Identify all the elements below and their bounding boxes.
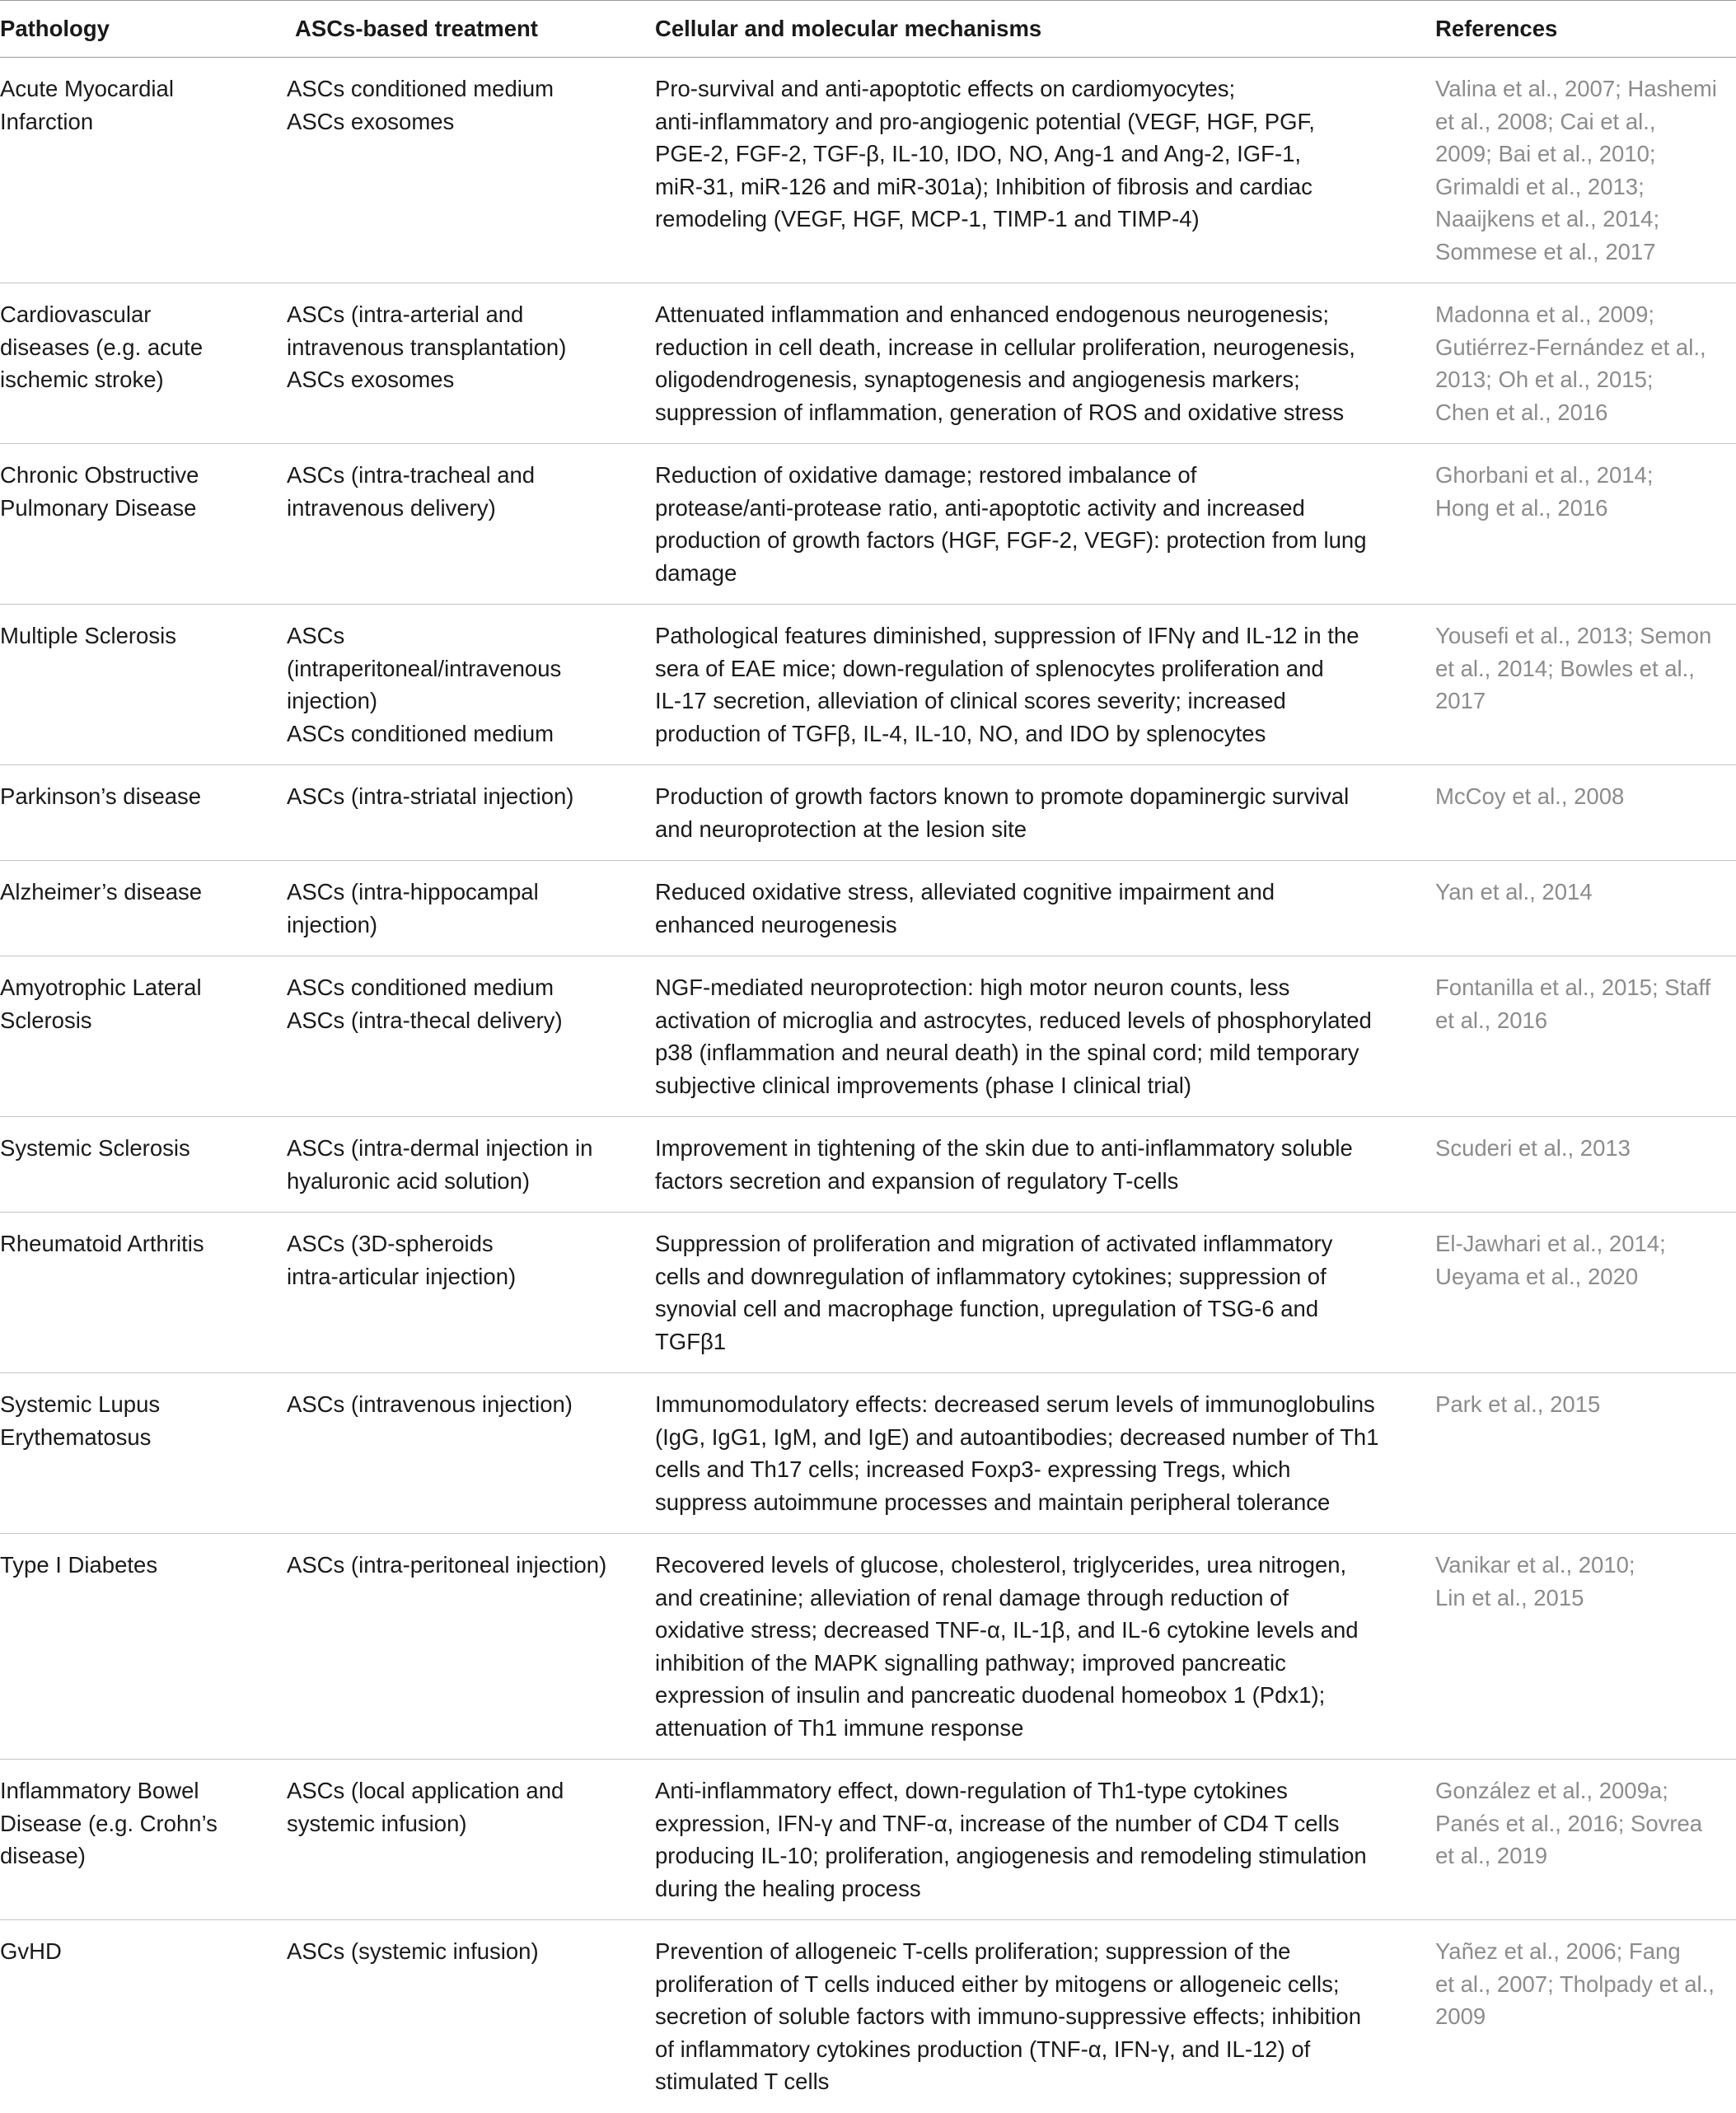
cell-references bbox=[1435, 1534, 1736, 1760]
cell-pathology-line: Rheumatoid Arthritis bbox=[0, 1231, 204, 1256]
cell-mechanisms-line: Pro-survival and anti-apoptotic effects on cardiomyocytes; bbox=[655, 76, 1236, 101]
cell-references-line: et al., 2007; Tholpady et al., bbox=[1435, 1970, 1715, 1997]
cell-mechanisms-line: synovial cell and macrophage function, upregulation of TSG-6 and bbox=[655, 1296, 1319, 1321]
cell-references-line: Yan et al., 2014 bbox=[1435, 879, 1593, 905]
cell-references-line: et al., 2008; Cai et al., bbox=[1435, 108, 1656, 134]
cell-mechanisms-line: remodeling (VEGF, HGF, MCP-1, TIMP-1 and TIMP-4) bbox=[655, 206, 1200, 231]
cell-mechanisms-line: and neuroprotection at the lesion site bbox=[655, 816, 1027, 842]
cell-pathology bbox=[0, 283, 287, 444]
cell-treatment-line: ASCs (intra-arterial and bbox=[287, 302, 524, 327]
cell-treatment-line: intravenous transplantation) bbox=[287, 334, 567, 360]
cell-pathology-line: diseases (e.g. acute bbox=[0, 334, 204, 360]
cell-mechanisms-line: Recovered levels of glucose, cholesterol, triglycerides, urea nitrogen, bbox=[655, 1552, 1347, 1578]
cell-treatment-line: ASCs (intra-striatal injection) bbox=[287, 783, 574, 809]
cell-mechanisms bbox=[655, 283, 1435, 444]
cell-mechanisms-line: miR-31, miR-126 and miR-301a); Inhibition of fibrosis and cardiac bbox=[655, 173, 1313, 199]
table-row bbox=[0, 444, 1736, 605]
header-row bbox=[0, 1, 1736, 58]
cell-treatment-line: ASCs conditioned medium bbox=[287, 975, 554, 1000]
cell-references-line: Sommese et al., 2017 bbox=[1435, 238, 1656, 264]
cell-references-line: Lin et al., 2015 bbox=[1435, 1584, 1584, 1610]
cell-mechanisms-line: enhanced neurogenesis bbox=[655, 911, 897, 937]
cell-mechanisms bbox=[655, 58, 1435, 283]
cell-mechanisms-line: Production of growth factors known to promote dopaminergic survival bbox=[655, 783, 1350, 809]
cell-mechanisms-line: cells and Th17 cells; increased Foxp3- expressing Tregs, which bbox=[655, 1456, 1291, 1482]
cell-mechanisms-line: p38 (inflammation and neural death) in the spinal cord; mild temporary bbox=[655, 1040, 1359, 1065]
cell-references-line: Yañez et al., 2006; Fang bbox=[1435, 1938, 1681, 1964]
cell-mechanisms-line: production of growth factors (HGF, FGF-2, VEGF): protection from lung bbox=[655, 527, 1367, 553]
cell-treatment bbox=[287, 1117, 655, 1213]
cell-pathology-line: Acute Myocardial bbox=[0, 76, 174, 101]
cell-references-line: Hong et al., 2016 bbox=[1435, 494, 1608, 521]
cell-treatment bbox=[287, 283, 655, 444]
cell-references bbox=[1435, 444, 1736, 605]
cell-references bbox=[1435, 861, 1736, 956]
cell-treatment-line: ASCs bbox=[287, 623, 345, 648]
cell-references-line: Chen et al., 2016 bbox=[1435, 399, 1608, 425]
cell-pathology-line: Pulmonary Disease bbox=[0, 494, 197, 521]
table-row bbox=[0, 58, 1736, 283]
cell-mechanisms-line: sera of EAE mice; down-regulation of splenocytes proliferation and bbox=[655, 655, 1324, 681]
cell-mechanisms bbox=[655, 444, 1435, 605]
cell-treatment-line: ASCs (local application and bbox=[287, 1778, 564, 1803]
cell-mechanisms bbox=[655, 1760, 1435, 1920]
cell-mechanisms-line: oxidative stress; decreased TNF-α, IL-1β, and IL-6 cytokine levels and bbox=[655, 1617, 1359, 1643]
cell-pathology-line: Parkinson’s disease bbox=[0, 783, 202, 809]
table-row bbox=[0, 1117, 1736, 1213]
cell-mechanisms-line: NGF-mediated neuroprotection: high motor neuron counts, less bbox=[655, 975, 1290, 1000]
cell-references bbox=[1435, 605, 1736, 765]
cell-references-line: et al., 2016 bbox=[1435, 1007, 1548, 1033]
cell-treatment-line: ASCs (intra-peritoneal injection) bbox=[287, 1552, 607, 1578]
cell-treatment-line: ASCs (intra-thecal delivery) bbox=[287, 1007, 563, 1033]
cell-treatment bbox=[287, 58, 655, 283]
cell-treatment-line: injection) bbox=[287, 911, 378, 937]
cell-pathology-line: Systemic Lupus bbox=[0, 1391, 161, 1417]
cell-references-line: Yousefi et al., 2013; Semon bbox=[1435, 623, 1712, 648]
cell-treatment bbox=[287, 1920, 655, 2113]
cell-mechanisms-line: proliferation of T cells induced either by mitogens or allogeneic cells; bbox=[655, 1970, 1340, 1997]
cell-pathology-line: Infarction bbox=[0, 108, 94, 134]
cell-mechanisms-line: expression, IFN-γ and TNF-α, increase of the number of CD4 T cells bbox=[655, 1810, 1340, 1836]
cell-mechanisms-line: during the healing process bbox=[655, 1875, 921, 1901]
cell-pathology-line: Sclerosis bbox=[0, 1007, 92, 1033]
cell-pathology-line: Disease (e.g. Crohn’s bbox=[0, 1810, 218, 1836]
table-row bbox=[0, 1373, 1736, 1534]
cell-references-line: Gutiérrez-Fernández et al., bbox=[1435, 334, 1706, 360]
cell-mechanisms-line: Attenuated inflammation and enhanced endogenous neurogenesis; bbox=[655, 302, 1329, 327]
cell-mechanisms-line: TGFβ1 bbox=[655, 1328, 727, 1354]
cell-mechanisms-line: oligodendrogenesis, synaptogenesis and angiogenesis markers; bbox=[655, 367, 1300, 392]
cell-mechanisms-line: attenuation of Th1 immune response bbox=[655, 1714, 1024, 1741]
cell-pathology bbox=[0, 861, 287, 956]
cell-references bbox=[1435, 1920, 1736, 2113]
cell-pathology bbox=[0, 1117, 287, 1213]
header-mechanisms: Cellular and molecular mechanisms bbox=[655, 1, 1435, 58]
cell-mechanisms-line: suppress autoimmune processes and maintain peripheral tolerance bbox=[655, 1489, 1331, 1515]
cell-mechanisms-line: Reduction of oxidative damage; restored imbalance of bbox=[655, 462, 1197, 488]
cell-references bbox=[1435, 1117, 1736, 1213]
cell-treatment-line: ASCs (intra-hippocampal bbox=[287, 879, 539, 905]
cell-pathology-line: Type I Diabetes bbox=[0, 1552, 158, 1578]
header-treatment: ASCs-based treatment bbox=[287, 1, 655, 58]
cell-references-line: Ueyama et al., 2020 bbox=[1435, 1263, 1639, 1289]
table-row bbox=[0, 956, 1736, 1117]
cell-mechanisms-line: stimulated T cells bbox=[655, 2069, 830, 2094]
cell-mechanisms bbox=[655, 1213, 1435, 1373]
cell-references bbox=[1435, 58, 1736, 283]
cell-treatment bbox=[287, 1373, 655, 1534]
cell-mechanisms bbox=[655, 765, 1435, 861]
cell-references-line: 2017 bbox=[1435, 688, 1486, 713]
table-body bbox=[0, 58, 1736, 2113]
cell-treatment bbox=[287, 1534, 655, 1760]
cell-treatment-line: ASCs (intravenous injection) bbox=[287, 1391, 573, 1417]
cell-mechanisms-line: Pathological features diminished, suppression of IFNγ and IL-12 in the bbox=[655, 623, 1359, 648]
cell-treatment-line: systemic infusion) bbox=[287, 1810, 467, 1836]
cell-references bbox=[1435, 1760, 1736, 1920]
cell-references bbox=[1435, 765, 1736, 861]
cell-treatment bbox=[287, 605, 655, 765]
cell-mechanisms-line: Anti-inflammatory effect, down-regulation of Th1-type cytokines bbox=[655, 1778, 1288, 1803]
cell-references-line: Ghorbani et al., 2014; bbox=[1435, 462, 1654, 488]
cell-treatment-line: ASCs exosomes bbox=[287, 108, 455, 134]
cell-treatment-line: ASCs (intra-dermal injection in bbox=[287, 1135, 593, 1161]
cell-mechanisms bbox=[655, 1117, 1435, 1213]
cell-references-line: Naaijkens et al., 2014; bbox=[1435, 206, 1660, 231]
cell-pathology bbox=[0, 58, 287, 283]
cell-treatment-line: injection) bbox=[287, 688, 378, 713]
cell-pathology bbox=[0, 605, 287, 765]
cell-references-line: McCoy et al., 2008 bbox=[1435, 783, 1625, 809]
cell-mechanisms-line: Improvement in tightening of the skin due to anti-inflammatory soluble bbox=[655, 1135, 1353, 1161]
cell-references-line: et al., 2014; Bowles et al., bbox=[1435, 655, 1695, 681]
cell-references-line: Fontanilla et al., 2015; Staff bbox=[1435, 975, 1711, 1000]
table-row bbox=[0, 765, 1736, 861]
cell-pathology-line: ischemic stroke) bbox=[0, 367, 164, 392]
cell-mechanisms-line: secretion of soluble factors with immuno-suppressive effects; inhibition bbox=[655, 2003, 1361, 2029]
table-row bbox=[0, 283, 1736, 444]
cell-treatment bbox=[287, 765, 655, 861]
cell-pathology bbox=[0, 1920, 287, 2113]
cell-pathology bbox=[0, 1760, 287, 1920]
cell-pathology-line: Alzheimer’s disease bbox=[0, 879, 203, 905]
cell-references-line: González et al., 2009a; bbox=[1435, 1778, 1668, 1803]
cell-mechanisms-line: subjective clinical improvements (phase I clinical trial) bbox=[655, 1072, 1192, 1098]
cell-pathology bbox=[0, 444, 287, 605]
cell-treatment-line: (intraperitoneal/intravenous bbox=[287, 655, 562, 681]
cell-pathology bbox=[0, 765, 287, 861]
cell-pathology-line: Amyotrophic Lateral bbox=[0, 975, 202, 1000]
cell-mechanisms bbox=[655, 1534, 1435, 1760]
cell-pathology-line: Multiple Sclerosis bbox=[0, 623, 176, 648]
table-row bbox=[0, 1760, 1736, 1920]
cell-treatment-line: hyaluronic acid solution) bbox=[287, 1167, 531, 1194]
cell-treatment bbox=[287, 1760, 655, 1920]
cell-pathology bbox=[0, 1534, 287, 1760]
cell-mechanisms-line: suppression of inflammation, generation of ROS and oxidative stress bbox=[655, 399, 1345, 425]
header-pathology: Pathology bbox=[0, 1, 287, 58]
cell-references-line: El-Jawhari et al., 2014; bbox=[1435, 1231, 1666, 1256]
cell-references-line: Grimaldi et al., 2013; bbox=[1435, 173, 1645, 199]
cell-mechanisms-line: production of TGFβ, IL-4, IL-10, NO, and IDO by splenocytes bbox=[655, 720, 1266, 746]
cell-treatment bbox=[287, 444, 655, 605]
cell-references-line: Scuderi et al., 2013 bbox=[1435, 1135, 1631, 1161]
cell-references bbox=[1435, 956, 1736, 1117]
cell-treatment-line: ASCs conditioned medium bbox=[287, 76, 554, 101]
cell-pathology-line: Erythematosus bbox=[0, 1423, 152, 1450]
cell-mechanisms-line: of inflammatory cytokines production (TNF-α, IFN-γ, and IL-12) of bbox=[655, 2036, 1311, 2062]
cell-references-line: Valina et al., 2007; Hashemi bbox=[1435, 76, 1717, 101]
cell-treatment-line: ASCs (systemic infusion) bbox=[287, 1938, 539, 1964]
cell-mechanisms-line: (IgG, IgG1, IgM, and IgE) and autoantibodies; decreased number of Th1 bbox=[655, 1423, 1379, 1450]
cell-references-line: 2013; Oh et al., 2015; bbox=[1435, 367, 1654, 392]
table-row bbox=[0, 605, 1736, 765]
cell-mechanisms-line: expression of insulin and pancreatic duodenal homeobox 1 (Pdx1); bbox=[655, 1682, 1326, 1708]
table-row bbox=[0, 1534, 1736, 1760]
cell-mechanisms bbox=[655, 956, 1435, 1117]
cell-references-line: Vanikar et al., 2010; bbox=[1435, 1552, 1635, 1578]
cell-pathology-line: disease) bbox=[0, 1843, 86, 1868]
cell-pathology bbox=[0, 1373, 287, 1534]
cell-references bbox=[1435, 1373, 1736, 1534]
table-row bbox=[0, 1213, 1736, 1373]
cell-mechanisms bbox=[655, 1373, 1435, 1534]
cell-mechanisms-line: inhibition of the MAPK signalling pathway; improved pancreatic bbox=[655, 1649, 1286, 1676]
cell-references-line: Panés et al., 2016; Sovrea bbox=[1435, 1810, 1703, 1836]
cell-mechanisms-line: factors secretion and expansion of regulatory T-cells bbox=[655, 1167, 1179, 1194]
cell-treatment bbox=[287, 861, 655, 956]
cell-pathology bbox=[0, 1213, 287, 1373]
cell-pathology-line: Systemic Sclerosis bbox=[0, 1135, 190, 1161]
cell-mechanisms-line: reduction in cell death, increase in cellular proliferation, neurogenesis, bbox=[655, 334, 1355, 360]
cell-treatment-line: ASCs (3D-spheroids bbox=[287, 1231, 494, 1256]
cell-pathology bbox=[0, 956, 287, 1117]
cell-mechanisms-line: Suppression of proliferation and migration of activated inflammatory bbox=[655, 1231, 1333, 1256]
cell-mechanisms-line: Immunomodulatory effects: decreased serum levels of immunoglobulins bbox=[655, 1391, 1375, 1417]
header-references: References bbox=[1435, 1, 1736, 58]
cell-references-line: et al., 2019 bbox=[1435, 1843, 1548, 1868]
cell-treatment-line: ASCs exosomes bbox=[287, 367, 455, 392]
cell-mechanisms-line: producing IL-10; proliferation, angiogenesis and remodeling stimulation bbox=[655, 1843, 1367, 1868]
cell-treatment-line: intra-articular injection) bbox=[287, 1263, 517, 1289]
cell-mechanisms-line: Prevention of allogeneic T-cells proliferation; suppression of the bbox=[655, 1938, 1291, 1964]
cell-treatment-line: ASCs (intra-tracheal and bbox=[287, 462, 536, 488]
table-row bbox=[0, 1920, 1736, 2113]
cell-references-line: Madonna et al., 2009; bbox=[1435, 302, 1655, 327]
cell-mechanisms bbox=[655, 605, 1435, 765]
cell-mechanisms-line: protease/anti-protease ratio, anti-apoptotic activity and increased bbox=[655, 494, 1305, 521]
cell-pathology-line: GvHD bbox=[0, 1938, 62, 1964]
cell-references-line: 2009; Bai et al., 2010; bbox=[1435, 141, 1656, 166]
cell-mechanisms-line: cells and downregulation of inflammatory cytokines; suppression of bbox=[655, 1263, 1327, 1289]
cell-mechanisms-line: Reduced oxidative stress, alleviated cognitive impairment and bbox=[655, 879, 1275, 905]
cell-mechanisms-line: damage bbox=[655, 559, 737, 586]
cell-treatment bbox=[287, 956, 655, 1117]
cell-mechanisms bbox=[655, 1920, 1435, 2113]
cell-mechanisms-line: activation of microglia and astrocytes, reduced levels of phosphorylated bbox=[655, 1007, 1372, 1033]
cell-pathology-line: Chronic Obstructive bbox=[0, 462, 199, 488]
cell-mechanisms-line: IL-17 secretion, alleviation of clinical scores severity; increased bbox=[655, 688, 1286, 713]
cell-references-line: Park et al., 2015 bbox=[1435, 1391, 1601, 1417]
cell-mechanisms bbox=[655, 861, 1435, 956]
cell-treatment-line: intravenous delivery) bbox=[287, 494, 496, 521]
table-row bbox=[0, 861, 1736, 956]
cell-treatment-line: ASCs conditioned medium bbox=[287, 720, 554, 746]
cell-pathology-line: Cardiovascular bbox=[0, 302, 152, 327]
cell-references bbox=[1435, 283, 1736, 444]
cell-mechanisms-line: PGE-2, FGF-2, TGF-β, IL-10, IDO, NO, Ang-1 and Ang-2, IGF-1, bbox=[655, 141, 1302, 166]
cell-pathology-line: Inflammatory Bowel bbox=[0, 1778, 199, 1803]
cell-mechanisms-line: and creatinine; alleviation of renal damage through reduction of bbox=[655, 1584, 1289, 1610]
cell-references-line: 2009 bbox=[1435, 2003, 1486, 2029]
cell-references bbox=[1435, 1213, 1736, 1373]
cell-treatment bbox=[287, 1213, 655, 1373]
cell-mechanisms-line: anti-inflammatory and pro-angiogenic potential (VEGF, HGF, PGF, bbox=[655, 108, 1315, 134]
